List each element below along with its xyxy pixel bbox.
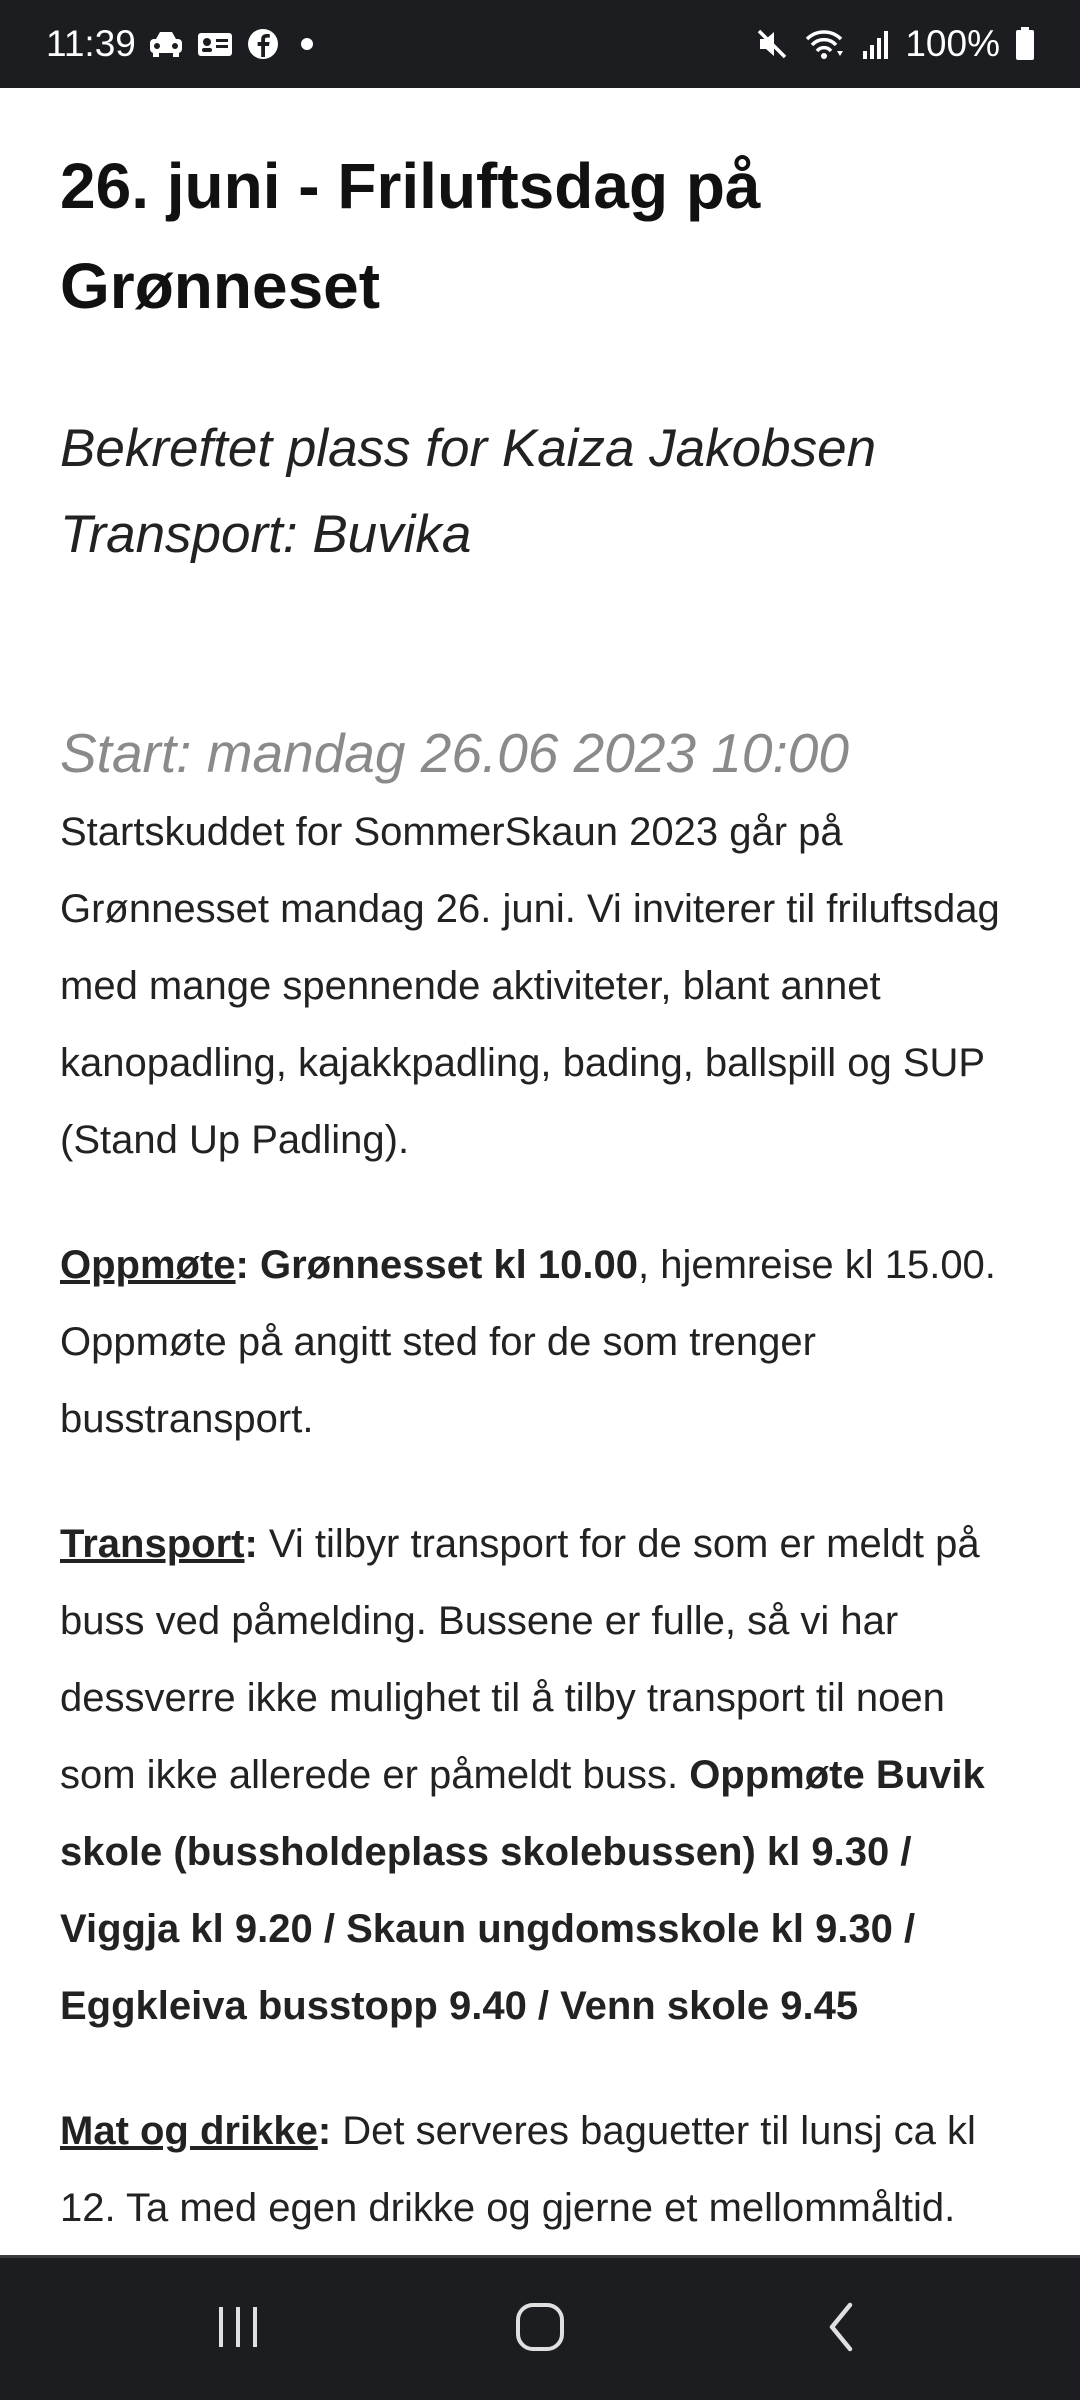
status-bar-right <box>755 23 1036 65</box>
recent-apps-icon <box>213 2302 263 2357</box>
oppmote-colon: : <box>235 1243 249 1287</box>
transport-colon: : <box>244 1522 258 1566</box>
mat-colon: : <box>317 2109 332 2153</box>
start-datetime: Start: mandag 26.06 2023 10:00 <box>60 722 849 784</box>
back-button[interactable] <box>772 2258 912 2400</box>
facebook-icon <box>246 27 280 61</box>
oppmote-bold: Grønnesset kl 10.00 <box>248 1243 638 1287</box>
battery-percent: 100% <box>905 23 1000 64</box>
back-icon <box>822 2301 862 2358</box>
confirmation-line: Bekreftet plass for Kaiza Jakobsen <box>60 419 877 478</box>
mute-icon <box>755 27 789 61</box>
dot-icon <box>292 29 322 59</box>
oppmote-label: Oppmøte <box>60 1243 236 1287</box>
navigation-bar <box>0 2255 1080 2400</box>
car-notification-icon <box>148 29 184 59</box>
mat-text: Det serveres baguetter til lunsj ca kl 12. Ta med egen drikke og gjerne et mellommåltid. <box>60 2109 976 2230</box>
intro-paragraph: Startskuddet for SommerSkaun 2023 går på Grønnesset mandag 26. juni. Vi inviterer til friluftsdag med mange spennende aktiviteter, blant annet kanopadling, kajakkpadling, bading, ballspill og SUP (Stand Up Padling). <box>60 810 1000 1162</box>
article-content <box>60 88 1020 2255</box>
home-icon <box>514 2301 566 2358</box>
signal-icon <box>861 27 891 61</box>
transport-label: Transport <box>60 1522 245 1566</box>
mat-label: Mat og drikke <box>60 2109 318 2153</box>
wifi-icon <box>803 27 847 61</box>
status-bar <box>0 0 1080 88</box>
battery-icon <box>1014 26 1036 62</box>
mat-paragraph <box>60 2093 1020 2247</box>
page-title: 26. juni - Friluftsdag på Grønneset <box>60 150 761 322</box>
id-card-notification-icon <box>196 29 234 59</box>
home-button[interactable] <box>470 2258 610 2400</box>
status-bar-left <box>46 23 322 65</box>
confirmation-block <box>60 406 1020 578</box>
transport-text: Vi tilbyr transport for de som er meldt på buss ved påmelding. Bussene er fulle, så vi har dessverre ikke mulighet til å tilby transport til noen som ikke allerede er påmeldt buss. <box>60 1522 980 1797</box>
clock: 11:39 <box>46 23 136 64</box>
transport-line: Transport: Buvika <box>60 505 472 564</box>
transport-bold: Oppmøte Buvik skole (bussholdeplass skolebussen) kl 9.30 / Viggja kl 9.20 / Skaun ungdomsskole kl 9.30 / Eggkleiva busstopp 9.40 / Venn skole 9.45 <box>60 1753 985 2028</box>
oppmote-paragraph <box>60 1227 1020 1458</box>
oppmote-text: , hjemreise kl 15.00. Oppmøte på angitt sted for de som trenger busstransport. <box>60 1243 996 1441</box>
recent-apps-button[interactable] <box>168 2258 308 2400</box>
transport-paragraph <box>60 1506 1020 2045</box>
